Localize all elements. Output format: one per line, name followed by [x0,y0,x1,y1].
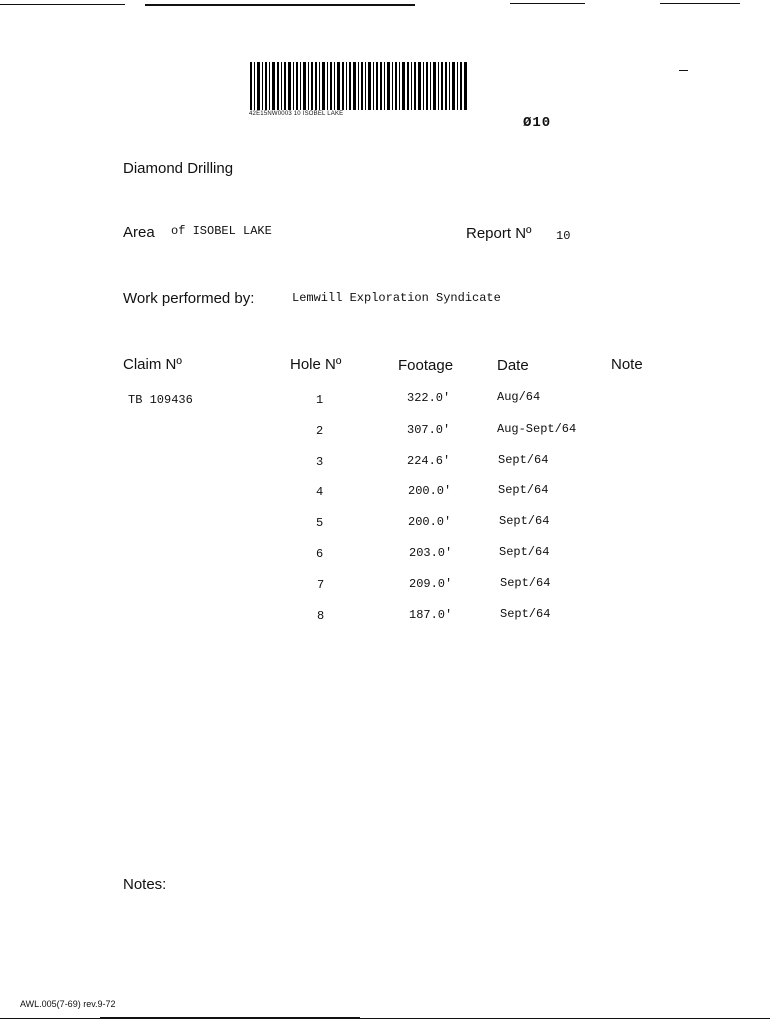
top-scan-line-1 [0,4,125,5]
notes-label: Notes: [123,876,167,893]
table-row-date: Sept/64 [498,453,549,467]
barcode-caption: 42E15NW0003 10 ISOBEL LAKE [249,111,344,117]
table-row-footage: 307.0' [407,423,451,437]
barcode [250,62,468,110]
table-row-footage: 209.0' [409,577,453,591]
page-title: Diamond Drilling [123,160,234,177]
work-performed-value: Lemwill Exploration Syndicate [292,291,501,305]
report-label: Report Nº [466,225,532,242]
table-row-hole: 3 [316,455,324,469]
table-row-footage: 200.0' [408,484,452,498]
table-row-footage: 203.0' [409,546,453,560]
header-claim: Claim Nº [123,356,182,373]
header-note: Note [611,356,643,373]
form-number: AWL.005(7-69) rev.9-72 [20,999,116,1009]
table-row-hole: 1 [316,393,324,407]
table-row-footage: 200.0' [408,515,452,529]
document-code: Ø10 [523,115,552,131]
table-row-hole: 7 [317,578,325,592]
top-scan-line-4 [660,3,740,4]
area-value: of ISOBEL LAKE [171,224,272,238]
table-row-date: Aug/64 [497,390,541,404]
table-row-hole: 2 [316,424,324,438]
header-date: Date [497,357,529,374]
table-row-date: Sept/64 [499,514,550,528]
table-row-hole: 6 [316,547,324,561]
report-value: 10 [556,229,571,243]
table-row-footage: 224.6' [407,454,451,468]
claim-number: TB 109436 [128,393,193,407]
area-label: Area [123,224,155,241]
table-row-hole: 4 [316,485,324,499]
table-row-date: Sept/64 [498,483,549,497]
header-footage: Footage [398,357,454,374]
bottom-scan-line-bold [100,1017,360,1019]
table-row-date: Aug-Sept/64 [497,422,577,436]
top-scan-line-3 [510,3,585,4]
top-scan-line-2 [145,4,415,6]
table-row-date: Sept/64 [499,545,550,559]
header-hole: Hole Nº [290,356,342,373]
margin-mark [679,70,688,71]
table-row-hole: 8 [317,609,325,623]
table-row-date: Sept/64 [500,576,551,590]
table-row-hole: 5 [316,516,324,530]
table-row-footage: 187.0' [409,608,453,622]
table-row-footage: 322.0' [407,391,451,405]
table-row-date: Sept/64 [500,607,551,621]
work-performed-label: Work performed by: [123,290,255,307]
